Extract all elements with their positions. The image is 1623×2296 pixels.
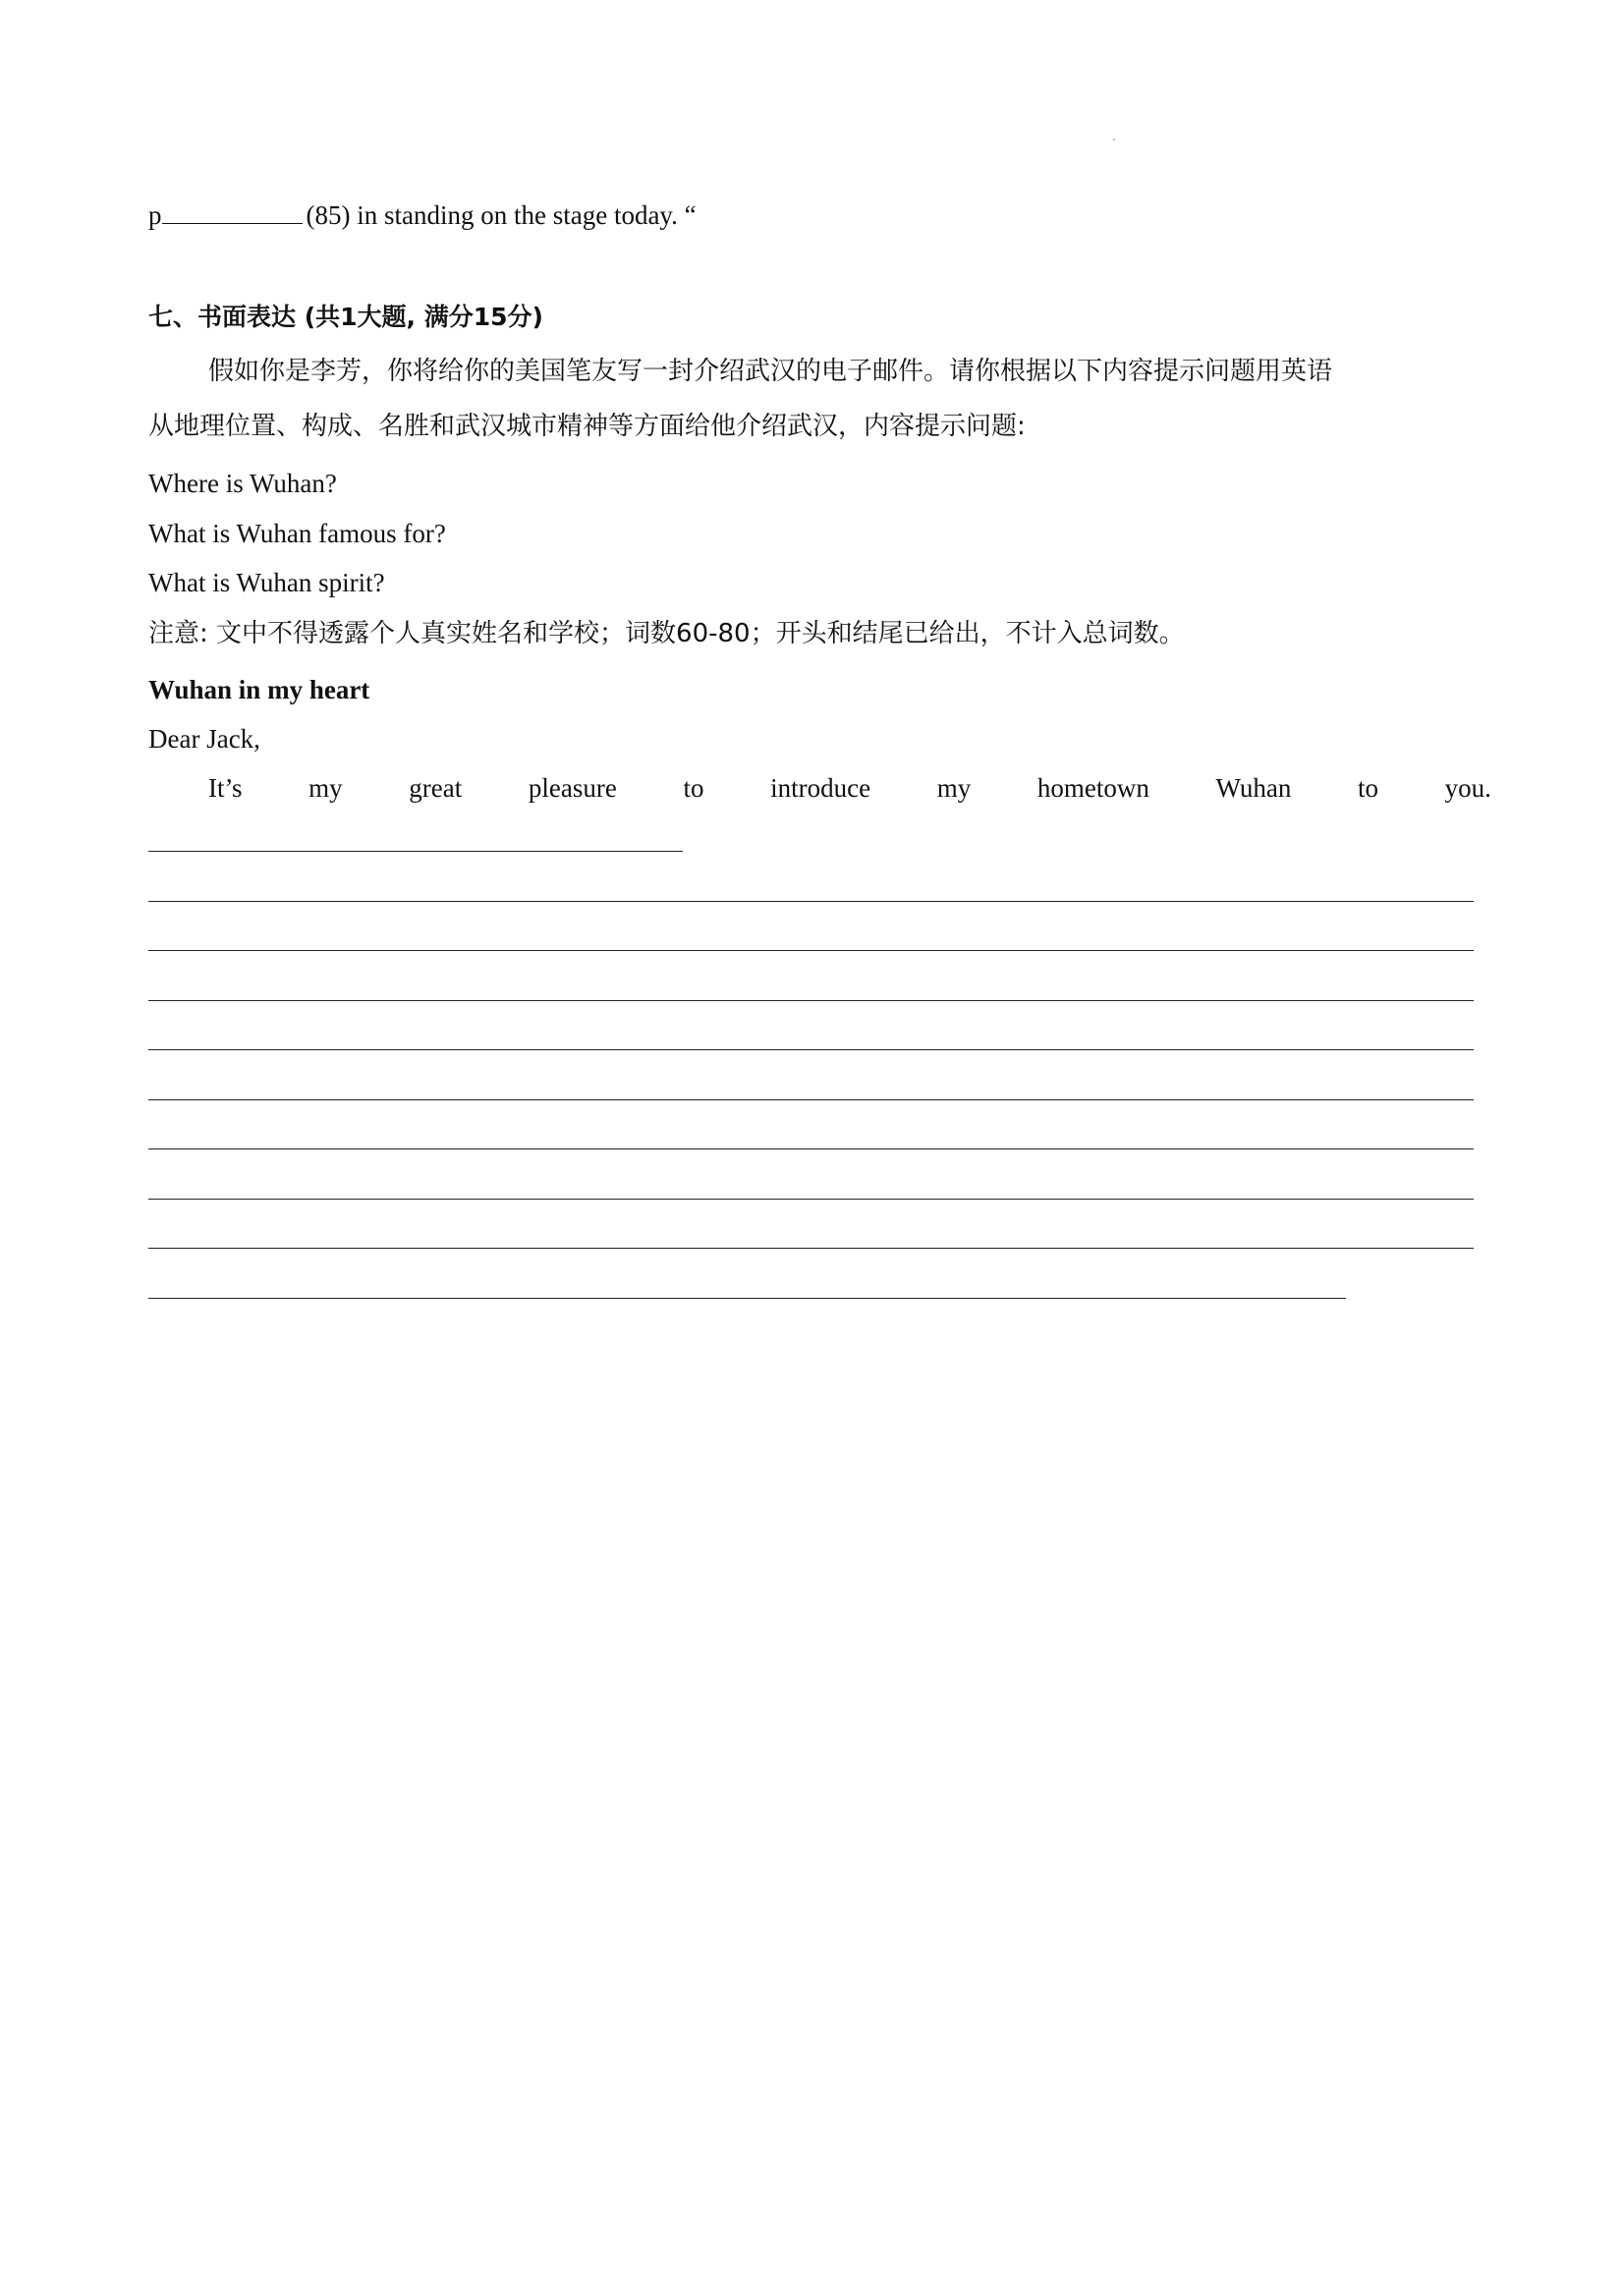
section-heading: 七、书面表达 (共1大题, 满分15分) [148,303,543,331]
writing-line[interactable] [148,1248,1474,1249]
writing-line[interactable] [148,1099,1474,1100]
writing-note: 注意: 文中不得透露个人真实姓名和学校；词数60-80；开头和结尾已给出，不计入总词数。 [148,619,1185,648]
continuation-line [148,198,697,232]
opening-word: great [409,773,463,803]
writing-line[interactable] [148,1148,1474,1149]
writing-line[interactable] [148,901,1474,902]
writing-line[interactable] [148,1298,1346,1299]
opening-word: hometown [1036,773,1149,803]
prompt-line-2: 从地理位置、构成、名胜和武汉城市精神等方面给他介绍武汉，内容提示问题: [148,412,1026,441]
opening-word: pleasure [528,773,617,803]
continuation-prefix: p [148,200,162,230]
opening-word: to [683,773,704,803]
opening-word: my [308,773,343,803]
writing-line[interactable] [148,1049,1474,1050]
prompt-line-1: 假如你是李芳，你将给你的美国笔友写一封介绍武汉的电子邮件。请你根据以下内容提示问题用英语 [208,357,1333,386]
opening-word: Wuhan [1215,773,1292,803]
writing-line[interactable] [148,851,683,852]
scan-speck [1113,139,1115,140]
opening-word: introduce [770,773,871,803]
opening-word: to [1357,773,1378,803]
continuation-rest: (85) in standing on the stage today. “ [306,200,697,230]
question-3: What is Wuhan spirit? [148,568,385,597]
opening-word: It’s [208,773,243,803]
question-1: Where is Wuhan? [148,469,337,498]
writing-line[interactable] [148,1000,1474,1001]
answer-blank[interactable] [162,201,303,224]
writing-line[interactable] [148,1199,1474,1200]
essay-title: Wuhan in my heart [148,675,370,704]
essay-salutation: Dear Jack, [148,724,260,754]
writing-line[interactable] [148,950,1474,951]
opening-word: my [936,773,972,803]
opening-word: you. [1444,773,1491,803]
essay-opening-sentence [208,771,1491,805]
question-2: What is Wuhan famous for? [148,519,446,548]
